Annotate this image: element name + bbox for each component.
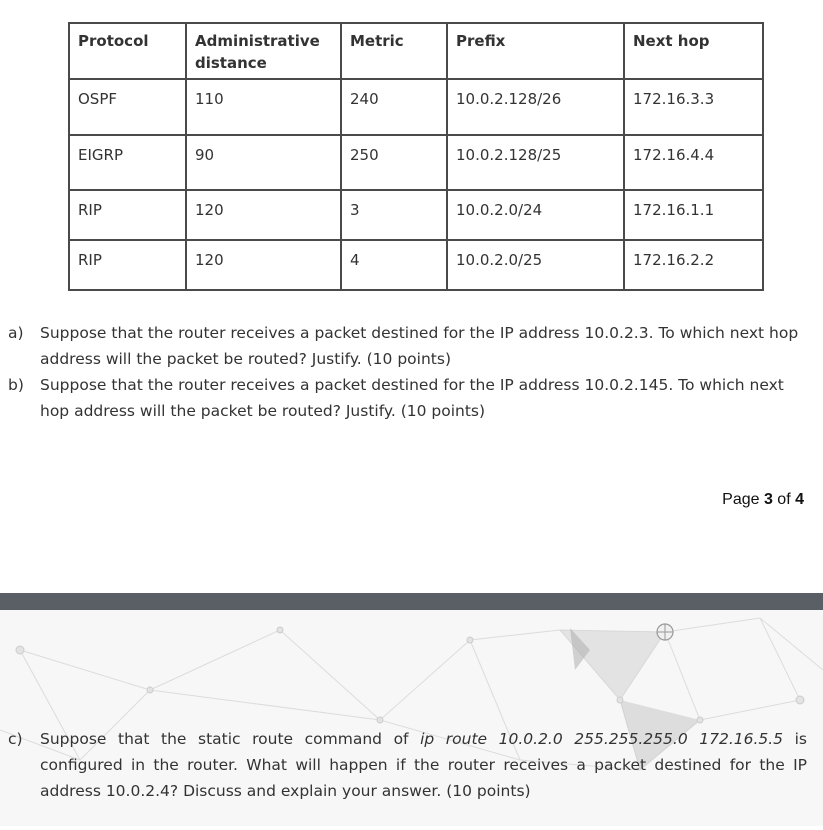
question-b (0, 372, 823, 424)
cell-admin-distance: 120 (186, 190, 341, 240)
cell-admin-distance: 90 (186, 135, 341, 190)
cell-metric: 250 (341, 135, 447, 190)
page-current: 3 (763, 491, 773, 508)
table-header-row (69, 23, 763, 79)
header-next-hop: Next hop (624, 23, 763, 79)
header-administrative-distance: Administrative distance (186, 23, 341, 79)
header-protocol: Protocol (69, 23, 186, 79)
cell-prefix: 10.0.2.0/24 (447, 190, 624, 240)
cell-metric: 3 (341, 190, 447, 240)
question-b-label: b) (8, 376, 24, 394)
header-prefix: Prefix (447, 23, 624, 79)
question-a-label: a) (8, 324, 24, 342)
cell-admin-distance: 120 (186, 240, 341, 290)
question-c-block (0, 726, 823, 804)
page-total: 4 (795, 491, 804, 508)
question-c (0, 726, 823, 804)
question-c-text-2: is configured in the router. What will happen if the router receives a packet destined for the IP address 10.0.2.4? Discuss and explain your answer. (10 points) (40, 730, 808, 800)
question-a (0, 320, 823, 372)
question-c-command: ip route 10.0.2.0 255.255.255.0 172.16.5.5 (420, 730, 784, 748)
cell-next-hop: 172.16.3.3 (624, 79, 763, 135)
cell-next-hop: 172.16.4.4 (624, 135, 763, 190)
cell-prefix: 10.0.2.128/25 (447, 135, 624, 190)
page-divider (0, 593, 823, 610)
cell-next-hop: 172.16.1.1 (624, 190, 763, 240)
table-row (69, 190, 763, 240)
page-prefix: Page (722, 491, 764, 508)
table-row (69, 135, 763, 190)
table-row (69, 79, 763, 135)
cell-protocol: RIP (69, 240, 186, 290)
page-number (722, 491, 804, 509)
question-c-text-1: Suppose that the static route command of (40, 730, 421, 748)
header-metric: Metric (341, 23, 447, 79)
question-a-text: Suppose that the router receives a packet destined for the IP address 10.0.2.3. To which next hop address will the packet be routed? Justify. (10 points) (40, 324, 799, 368)
cell-prefix: 10.0.2.128/26 (447, 79, 624, 135)
cell-metric: 240 (341, 79, 447, 135)
question-c-label: c) (8, 730, 23, 748)
cell-protocol: OSPF (69, 79, 186, 135)
question-b-text: Suppose that the router receives a packet destined for the IP address 10.0.2.145. To which next hop address will the packet be routed? Justify. (10 points) (40, 376, 784, 420)
cell-protocol: EIGRP (69, 135, 186, 190)
questions-list (0, 320, 823, 424)
table-row (69, 240, 763, 290)
cell-next-hop: 172.16.2.2 (624, 240, 763, 290)
routing-table (68, 22, 764, 291)
cell-admin-distance: 110 (186, 79, 341, 135)
page-of: of (772, 491, 796, 508)
cell-protocol: RIP (69, 190, 186, 240)
cell-metric: 4 (341, 240, 447, 290)
cell-prefix: 10.0.2.0/25 (447, 240, 624, 290)
